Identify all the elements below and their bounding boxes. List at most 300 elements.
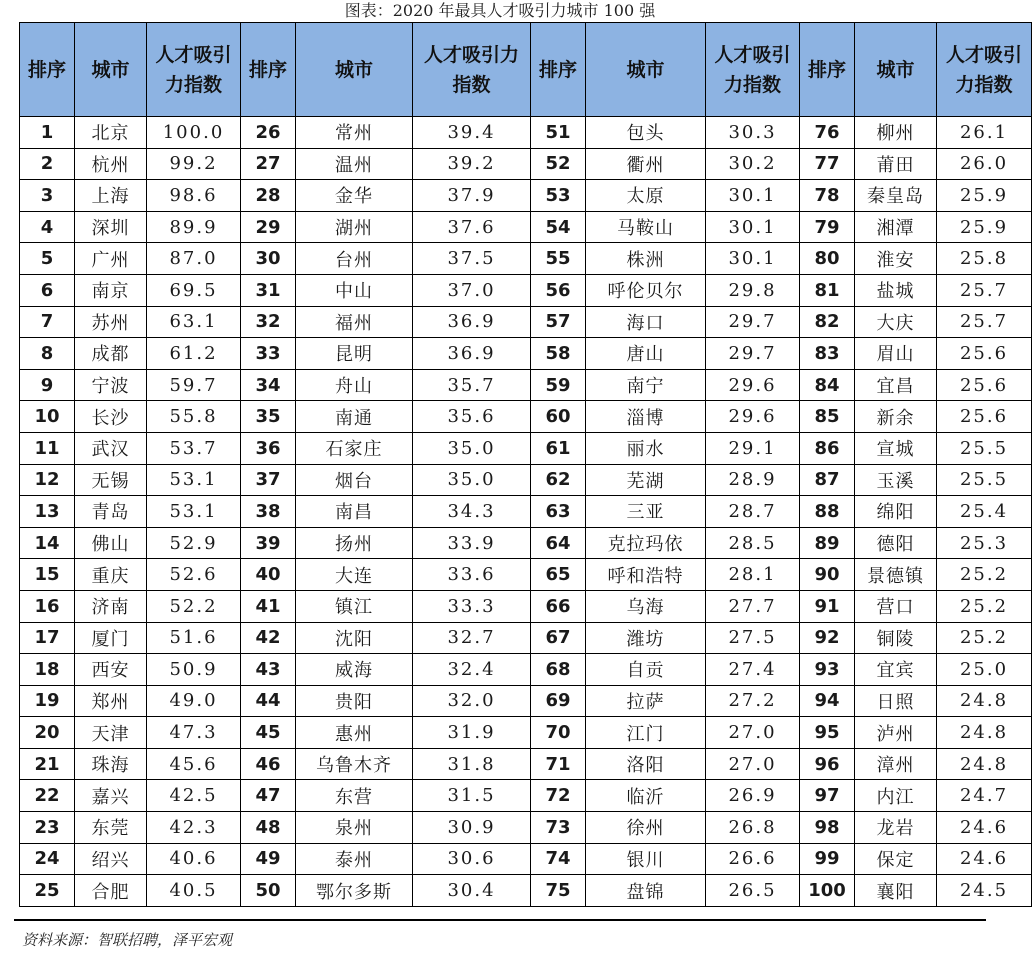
city-cell: 宜宾 bbox=[855, 654, 937, 686]
table-row bbox=[20, 148, 1032, 180]
rank-cell: 95 bbox=[800, 717, 855, 749]
city-cell: 大连 bbox=[296, 559, 413, 591]
index-cell: 53.7 bbox=[147, 432, 241, 464]
index-cell: 45.6 bbox=[147, 748, 241, 780]
rank-cell: 91 bbox=[800, 590, 855, 622]
city-cell: 盘锦 bbox=[586, 875, 706, 907]
header-city: 城市 bbox=[586, 23, 706, 117]
index-cell: 31.9 bbox=[413, 717, 531, 749]
city-cell: 绵阳 bbox=[855, 496, 937, 528]
city-cell: 泉州 bbox=[296, 812, 413, 844]
rank-cell: 59 bbox=[531, 369, 586, 401]
table-title: 图表：2020 年最具人才吸引力城市 100 强 bbox=[344, 1, 656, 20]
city-cell: 莆田 bbox=[855, 148, 937, 180]
index-cell: 53.1 bbox=[147, 496, 241, 528]
index-cell: 27.0 bbox=[706, 748, 800, 780]
table-row bbox=[20, 117, 1032, 149]
table-row bbox=[20, 369, 1032, 401]
rank-cell: 25 bbox=[20, 875, 75, 907]
rank-cell: 64 bbox=[531, 527, 586, 559]
city-cell: 南昌 bbox=[296, 496, 413, 528]
index-cell: 25.3 bbox=[937, 527, 1032, 559]
rank-cell: 60 bbox=[531, 401, 586, 433]
header-index: 人才吸引力指数 bbox=[706, 23, 800, 117]
index-cell: 69.5 bbox=[147, 274, 241, 306]
city-cell: 无锡 bbox=[75, 464, 147, 496]
city-cell: 内江 bbox=[855, 780, 937, 812]
table-row bbox=[20, 812, 1032, 844]
header-rank: 排序 bbox=[241, 23, 296, 117]
ranking-table-container bbox=[19, 22, 1022, 907]
city-cell: 襄阳 bbox=[855, 875, 937, 907]
index-cell: 89.9 bbox=[147, 211, 241, 243]
rank-cell: 92 bbox=[800, 622, 855, 654]
index-cell: 33.9 bbox=[413, 527, 531, 559]
index-cell: 39.2 bbox=[413, 148, 531, 180]
index-cell: 26.9 bbox=[706, 780, 800, 812]
rank-cell: 79 bbox=[800, 211, 855, 243]
rank-cell: 15 bbox=[20, 559, 75, 591]
city-cell: 沈阳 bbox=[296, 622, 413, 654]
table-row bbox=[20, 180, 1032, 212]
header-index: 人才吸引力指数 bbox=[413, 23, 531, 117]
rank-cell: 49 bbox=[241, 843, 296, 875]
rank-cell: 83 bbox=[800, 338, 855, 370]
rank-cell: 43 bbox=[241, 654, 296, 686]
rank-cell: 2 bbox=[20, 148, 75, 180]
index-cell: 26.5 bbox=[706, 875, 800, 907]
city-cell: 天津 bbox=[75, 717, 147, 749]
city-cell: 徐州 bbox=[586, 812, 706, 844]
index-cell: 35.0 bbox=[413, 432, 531, 464]
rank-cell: 47 bbox=[241, 780, 296, 812]
rank-cell: 14 bbox=[20, 527, 75, 559]
index-cell: 87.0 bbox=[147, 243, 241, 275]
index-cell: 37.6 bbox=[413, 211, 531, 243]
index-cell: 50.9 bbox=[147, 654, 241, 686]
city-cell: 烟台 bbox=[296, 464, 413, 496]
rank-cell: 90 bbox=[800, 559, 855, 591]
table-row bbox=[20, 527, 1032, 559]
index-cell: 30.2 bbox=[706, 148, 800, 180]
city-cell: 嘉兴 bbox=[75, 780, 147, 812]
city-cell: 温州 bbox=[296, 148, 413, 180]
city-cell: 佛山 bbox=[75, 527, 147, 559]
rank-cell: 69 bbox=[531, 685, 586, 717]
city-cell: 包头 bbox=[586, 117, 706, 149]
rank-cell: 78 bbox=[800, 180, 855, 212]
index-cell: 25.5 bbox=[937, 464, 1032, 496]
index-cell: 40.6 bbox=[147, 843, 241, 875]
rank-cell: 93 bbox=[800, 654, 855, 686]
index-cell: 25.7 bbox=[937, 274, 1032, 306]
index-cell: 25.4 bbox=[937, 496, 1032, 528]
city-cell: 青岛 bbox=[75, 496, 147, 528]
header-row bbox=[20, 23, 1032, 117]
rank-cell: 5 bbox=[20, 243, 75, 275]
bottom-rule bbox=[14, 919, 986, 921]
rank-cell: 18 bbox=[20, 654, 75, 686]
rank-cell: 72 bbox=[531, 780, 586, 812]
index-cell: 27.2 bbox=[706, 685, 800, 717]
index-cell: 24.8 bbox=[937, 685, 1032, 717]
index-cell: 25.2 bbox=[937, 622, 1032, 654]
table-row bbox=[20, 559, 1032, 591]
rank-cell: 32 bbox=[241, 306, 296, 338]
city-cell: 南通 bbox=[296, 401, 413, 433]
rank-cell: 6 bbox=[20, 274, 75, 306]
rank-cell: 100 bbox=[800, 875, 855, 907]
index-cell: 42.3 bbox=[147, 812, 241, 844]
index-cell: 25.8 bbox=[937, 243, 1032, 275]
rank-cell: 46 bbox=[241, 748, 296, 780]
index-cell: 28.7 bbox=[706, 496, 800, 528]
header-index: 人才吸引力指数 bbox=[147, 23, 241, 117]
city-cell: 乌海 bbox=[586, 590, 706, 622]
city-cell: 威海 bbox=[296, 654, 413, 686]
city-cell: 江门 bbox=[586, 717, 706, 749]
city-cell: 漳州 bbox=[855, 748, 937, 780]
index-cell: 24.6 bbox=[937, 812, 1032, 844]
city-cell: 福州 bbox=[296, 306, 413, 338]
rank-cell: 3 bbox=[20, 180, 75, 212]
city-cell: 株洲 bbox=[586, 243, 706, 275]
rank-cell: 10 bbox=[20, 401, 75, 433]
table-row bbox=[20, 243, 1032, 275]
rank-cell: 37 bbox=[241, 464, 296, 496]
index-cell: 100.0 bbox=[147, 117, 241, 149]
city-cell: 克拉玛依 bbox=[586, 527, 706, 559]
city-cell: 金华 bbox=[296, 180, 413, 212]
city-cell: 景德镇 bbox=[855, 559, 937, 591]
index-cell: 27.5 bbox=[706, 622, 800, 654]
table-row bbox=[20, 843, 1032, 875]
header-city: 城市 bbox=[75, 23, 147, 117]
index-cell: 29.6 bbox=[706, 401, 800, 433]
city-cell: 洛阳 bbox=[586, 748, 706, 780]
rank-cell: 81 bbox=[800, 274, 855, 306]
rank-cell: 80 bbox=[800, 243, 855, 275]
index-cell: 53.1 bbox=[147, 464, 241, 496]
rank-cell: 24 bbox=[20, 843, 75, 875]
index-cell: 32.7 bbox=[413, 622, 531, 654]
rank-cell: 48 bbox=[241, 812, 296, 844]
table-row bbox=[20, 685, 1032, 717]
index-cell: 59.7 bbox=[147, 369, 241, 401]
index-cell: 25.9 bbox=[937, 211, 1032, 243]
city-cell: 绍兴 bbox=[75, 843, 147, 875]
rank-cell: 96 bbox=[800, 748, 855, 780]
city-cell: 湖州 bbox=[296, 211, 413, 243]
table-row bbox=[20, 401, 1032, 433]
city-cell: 武汉 bbox=[75, 432, 147, 464]
index-cell: 25.6 bbox=[937, 401, 1032, 433]
index-cell: 25.2 bbox=[937, 590, 1032, 622]
rank-cell: 30 bbox=[241, 243, 296, 275]
rank-cell: 84 bbox=[800, 369, 855, 401]
city-cell: 宁波 bbox=[75, 369, 147, 401]
city-cell: 淮安 bbox=[855, 243, 937, 275]
index-cell: 30.1 bbox=[706, 243, 800, 275]
index-cell: 36.9 bbox=[413, 338, 531, 370]
city-cell: 珠海 bbox=[75, 748, 147, 780]
index-cell: 39.4 bbox=[413, 117, 531, 149]
city-cell: 南京 bbox=[75, 274, 147, 306]
table-row bbox=[20, 875, 1032, 907]
rank-cell: 74 bbox=[531, 843, 586, 875]
rank-cell: 67 bbox=[531, 622, 586, 654]
header-city: 城市 bbox=[296, 23, 413, 117]
rank-cell: 19 bbox=[20, 685, 75, 717]
index-cell: 37.0 bbox=[413, 274, 531, 306]
city-cell: 大庆 bbox=[855, 306, 937, 338]
index-cell: 99.2 bbox=[147, 148, 241, 180]
index-cell: 40.5 bbox=[147, 875, 241, 907]
city-cell: 中山 bbox=[296, 274, 413, 306]
index-cell: 30.6 bbox=[413, 843, 531, 875]
rank-cell: 68 bbox=[531, 654, 586, 686]
rank-cell: 51 bbox=[531, 117, 586, 149]
city-cell: 成都 bbox=[75, 338, 147, 370]
city-cell: 惠州 bbox=[296, 717, 413, 749]
rank-cell: 4 bbox=[20, 211, 75, 243]
index-cell: 31.8 bbox=[413, 748, 531, 780]
rank-cell: 45 bbox=[241, 717, 296, 749]
index-cell: 52.9 bbox=[147, 527, 241, 559]
city-cell: 台州 bbox=[296, 243, 413, 275]
rank-cell: 85 bbox=[800, 401, 855, 433]
city-cell: 西安 bbox=[75, 654, 147, 686]
city-cell: 盐城 bbox=[855, 274, 937, 306]
index-cell: 29.7 bbox=[706, 338, 800, 370]
city-cell: 北京 bbox=[75, 117, 147, 149]
rank-cell: 1 bbox=[20, 117, 75, 149]
rank-cell: 70 bbox=[531, 717, 586, 749]
index-cell: 25.6 bbox=[937, 338, 1032, 370]
city-cell: 舟山 bbox=[296, 369, 413, 401]
index-cell: 35.6 bbox=[413, 401, 531, 433]
city-cell: 柳州 bbox=[855, 117, 937, 149]
header-rank: 排序 bbox=[20, 23, 75, 117]
index-cell: 35.7 bbox=[413, 369, 531, 401]
city-cell: 泸州 bbox=[855, 717, 937, 749]
index-cell: 32.0 bbox=[413, 685, 531, 717]
city-cell: 玉溪 bbox=[855, 464, 937, 496]
city-cell: 深圳 bbox=[75, 211, 147, 243]
index-cell: 25.6 bbox=[937, 369, 1032, 401]
index-cell: 24.6 bbox=[937, 843, 1032, 875]
rank-cell: 44 bbox=[241, 685, 296, 717]
city-cell: 德阳 bbox=[855, 527, 937, 559]
city-cell: 泰州 bbox=[296, 843, 413, 875]
table-row bbox=[20, 496, 1032, 528]
rank-cell: 40 bbox=[241, 559, 296, 591]
city-cell: 上海 bbox=[75, 180, 147, 212]
rank-cell: 34 bbox=[241, 369, 296, 401]
index-cell: 52.6 bbox=[147, 559, 241, 591]
city-cell: 合肥 bbox=[75, 875, 147, 907]
rank-cell: 88 bbox=[800, 496, 855, 528]
rank-cell: 21 bbox=[20, 748, 75, 780]
rank-cell: 56 bbox=[531, 274, 586, 306]
rank-cell: 71 bbox=[531, 748, 586, 780]
index-cell: 24.8 bbox=[937, 748, 1032, 780]
city-cell: 衢州 bbox=[586, 148, 706, 180]
ranking-table bbox=[19, 22, 1032, 907]
rank-cell: 20 bbox=[20, 717, 75, 749]
city-cell: 昆明 bbox=[296, 338, 413, 370]
index-cell: 37.5 bbox=[413, 243, 531, 275]
index-cell: 29.6 bbox=[706, 369, 800, 401]
city-cell: 乌鲁木齐 bbox=[296, 748, 413, 780]
rank-cell: 11 bbox=[20, 432, 75, 464]
city-cell: 太原 bbox=[586, 180, 706, 212]
city-cell: 东莞 bbox=[75, 812, 147, 844]
rank-cell: 73 bbox=[531, 812, 586, 844]
city-cell: 鄂尔多斯 bbox=[296, 875, 413, 907]
table-row bbox=[20, 654, 1032, 686]
index-cell: 26.6 bbox=[706, 843, 800, 875]
index-cell: 51.6 bbox=[147, 622, 241, 654]
index-cell: 24.5 bbox=[937, 875, 1032, 907]
rank-cell: 23 bbox=[20, 812, 75, 844]
index-cell: 30.3 bbox=[706, 117, 800, 149]
rank-cell: 94 bbox=[800, 685, 855, 717]
rank-cell: 12 bbox=[20, 464, 75, 496]
index-cell: 25.7 bbox=[937, 306, 1032, 338]
rank-cell: 63 bbox=[531, 496, 586, 528]
city-cell: 马鞍山 bbox=[586, 211, 706, 243]
table-row bbox=[20, 432, 1032, 464]
table-row bbox=[20, 590, 1032, 622]
rank-cell: 26 bbox=[241, 117, 296, 149]
rank-cell: 50 bbox=[241, 875, 296, 907]
rank-cell: 75 bbox=[531, 875, 586, 907]
index-cell: 29.7 bbox=[706, 306, 800, 338]
rank-cell: 29 bbox=[241, 211, 296, 243]
city-cell: 自贡 bbox=[586, 654, 706, 686]
index-cell: 37.9 bbox=[413, 180, 531, 212]
index-cell: 27.0 bbox=[706, 717, 800, 749]
table-row bbox=[20, 717, 1032, 749]
rank-cell: 62 bbox=[531, 464, 586, 496]
header-city: 城市 bbox=[855, 23, 937, 117]
city-cell: 秦皇岛 bbox=[855, 180, 937, 212]
index-cell: 30.1 bbox=[706, 211, 800, 243]
index-cell: 25.0 bbox=[937, 654, 1032, 686]
rank-cell: 57 bbox=[531, 306, 586, 338]
rank-cell: 86 bbox=[800, 432, 855, 464]
city-cell: 宣城 bbox=[855, 432, 937, 464]
rank-cell: 98 bbox=[800, 812, 855, 844]
index-cell: 32.4 bbox=[413, 654, 531, 686]
rank-cell: 31 bbox=[241, 274, 296, 306]
index-cell: 34.3 bbox=[413, 496, 531, 528]
rank-cell: 28 bbox=[241, 180, 296, 212]
index-cell: 61.2 bbox=[147, 338, 241, 370]
rank-cell: 7 bbox=[20, 306, 75, 338]
rank-cell: 54 bbox=[531, 211, 586, 243]
index-cell: 63.1 bbox=[147, 306, 241, 338]
index-cell: 47.3 bbox=[147, 717, 241, 749]
index-cell: 24.8 bbox=[937, 717, 1032, 749]
city-cell: 临沂 bbox=[586, 780, 706, 812]
rank-cell: 55 bbox=[531, 243, 586, 275]
index-cell: 26.0 bbox=[937, 148, 1032, 180]
city-cell: 济南 bbox=[75, 590, 147, 622]
index-cell: 33.6 bbox=[413, 559, 531, 591]
rank-cell: 58 bbox=[531, 338, 586, 370]
rank-cell: 22 bbox=[20, 780, 75, 812]
city-cell: 眉山 bbox=[855, 338, 937, 370]
index-cell: 29.8 bbox=[706, 274, 800, 306]
index-cell: 27.7 bbox=[706, 590, 800, 622]
city-cell: 银川 bbox=[586, 843, 706, 875]
city-cell: 呼和浩特 bbox=[586, 559, 706, 591]
city-cell: 贵阳 bbox=[296, 685, 413, 717]
table-row bbox=[20, 211, 1032, 243]
city-cell: 重庆 bbox=[75, 559, 147, 591]
rank-cell: 33 bbox=[241, 338, 296, 370]
city-cell: 芜湖 bbox=[586, 464, 706, 496]
table-row bbox=[20, 780, 1032, 812]
city-cell: 新余 bbox=[855, 401, 937, 433]
table-row bbox=[20, 306, 1032, 338]
city-cell: 厦门 bbox=[75, 622, 147, 654]
index-cell: 26.1 bbox=[937, 117, 1032, 149]
city-cell: 拉萨 bbox=[586, 685, 706, 717]
table-row bbox=[20, 748, 1032, 780]
rank-cell: 87 bbox=[800, 464, 855, 496]
city-cell: 宜昌 bbox=[855, 369, 937, 401]
city-cell: 潍坊 bbox=[586, 622, 706, 654]
index-cell: 42.5 bbox=[147, 780, 241, 812]
index-cell: 30.1 bbox=[706, 180, 800, 212]
header-index: 人才吸引力指数 bbox=[937, 23, 1032, 117]
index-cell: 30.4 bbox=[413, 875, 531, 907]
city-cell: 铜陵 bbox=[855, 622, 937, 654]
index-cell: 31.5 bbox=[413, 780, 531, 812]
city-cell: 长沙 bbox=[75, 401, 147, 433]
header-rank: 排序 bbox=[531, 23, 586, 117]
rank-cell: 13 bbox=[20, 496, 75, 528]
index-cell: 29.1 bbox=[706, 432, 800, 464]
rank-cell: 17 bbox=[20, 622, 75, 654]
rank-cell: 52 bbox=[531, 148, 586, 180]
city-cell: 丽水 bbox=[586, 432, 706, 464]
rank-cell: 77 bbox=[800, 148, 855, 180]
city-cell: 保定 bbox=[855, 843, 937, 875]
city-cell: 扬州 bbox=[296, 527, 413, 559]
city-cell: 郑州 bbox=[75, 685, 147, 717]
rank-cell: 76 bbox=[800, 117, 855, 149]
city-cell: 广州 bbox=[75, 243, 147, 275]
rank-cell: 61 bbox=[531, 432, 586, 464]
city-cell: 杭州 bbox=[75, 148, 147, 180]
city-cell: 海口 bbox=[586, 306, 706, 338]
index-cell: 35.0 bbox=[413, 464, 531, 496]
rank-cell: 89 bbox=[800, 527, 855, 559]
index-cell: 49.0 bbox=[147, 685, 241, 717]
table-row bbox=[20, 274, 1032, 306]
index-cell: 25.2 bbox=[937, 559, 1032, 591]
city-cell: 东营 bbox=[296, 780, 413, 812]
city-cell: 日照 bbox=[855, 685, 937, 717]
city-cell: 淄博 bbox=[586, 401, 706, 433]
city-cell: 常州 bbox=[296, 117, 413, 149]
rank-cell: 99 bbox=[800, 843, 855, 875]
rank-cell: 42 bbox=[241, 622, 296, 654]
